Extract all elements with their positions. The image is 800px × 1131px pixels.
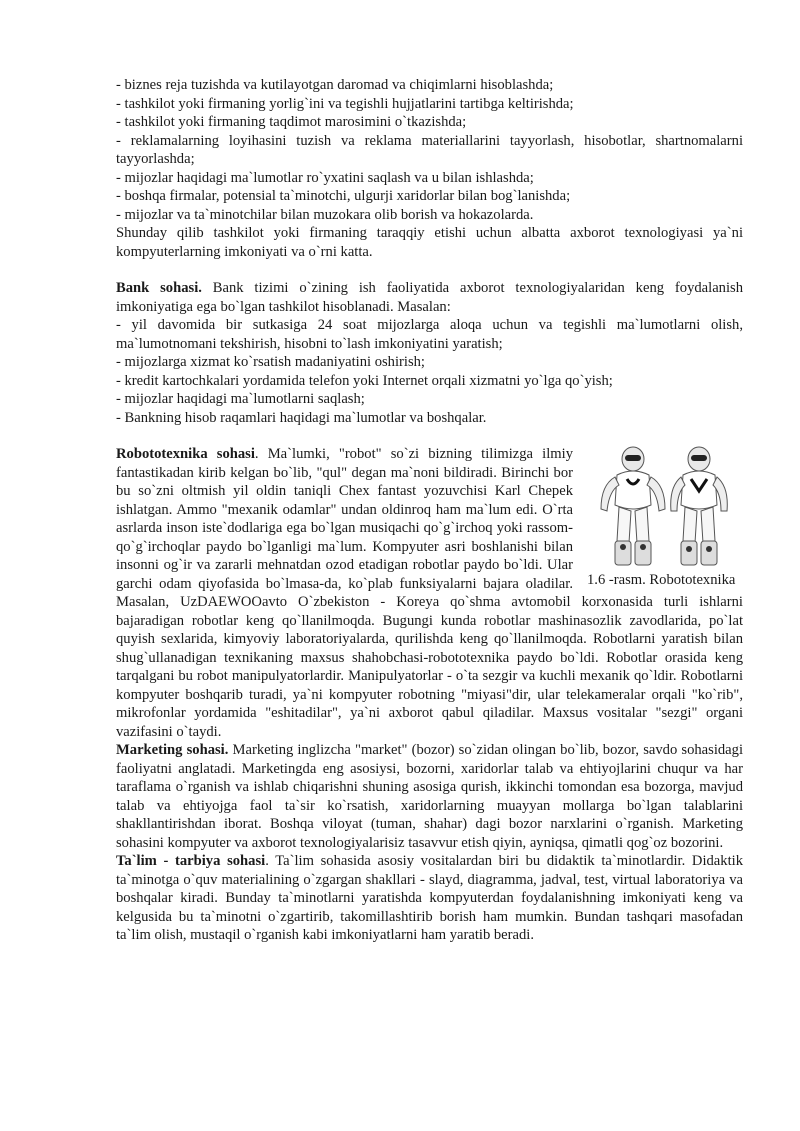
bank-paragraph (116, 279, 743, 316)
robot-left (601, 447, 665, 565)
list-item: - tashkilot yoki firmaning taqdimot marosimini o`tkazishda; (116, 114, 467, 130)
bank-text: Bank tizimi o`zining ish faoliyatida axborot texnologiyalaridan keng foydalanish imkoniyatiga ega bo`lgan tashkilot hisoblanadi. Masalan: (116, 280, 743, 315)
talim-paragraph (116, 852, 743, 945)
list-item: - mijozlar haqidagi ma`lumotlar ro`yxatini saqlash va u bilan ishlashda; (116, 169, 534, 186)
list-item: - mijozlarga xizmat ko`rsatish madaniyatini oshirish; (116, 354, 425, 370)
marketing-text: Marketing inglizcha "market" (bozor) so`zidan olingan bo`lib, bozor, savdo sohasidagi faoliyatni anglatadi. Marketingda eng asosiysi, bozorni, xaridorlar talab va ehtiyojlarini chuqur va har taraflama o`rganish va ishlab chiqarishni shuning asosiga qurish, ikkinchi tomondan esa bozorga, mavjud talab va ehtiyojga faol ta`sir ko`rsatish, xaridorlarning muayyan mollarga bo`lgan talablarini shakllantirishdan iborat. Boshqa viloyat (tuman, shahar) dagi bozor narxlarini o`rganish. Marketing sohasini kompyuter va axborot texnologiyalarisiz tasavvur etish qiyin, ayniqsa, qimatli qog`oz bozorini. (116, 742, 744, 851)
marketing-paragraph (116, 741, 743, 852)
marketing-heading: Marketing sohasi. (116, 742, 229, 758)
figure-caption: 1.6 -rasm. Robototexnika (587, 572, 736, 588)
talim-text: . Ta`lim sohasida asosiy vositalardan biri bu didaktik ta`minotlardir. Didaktik ta`minotga o`quv materialining o`zgargan shakllari - slayd, diagramma, jadval, test, virtual laboratoriya va boshqalar kiradi. Bunday ta`minotlarni yaratishda kompyuterdan foydalanishning imkoniyati keng va kelgusida bu ta`minotni o`zgartirib, takomillashtirib borish ham mumkin. Bundan tashqari masofadan ta`lim olish, mustaqil o`rganish kabi imkoniyatlarni ham yaratib beradi. (116, 853, 743, 943)
list-item: - kredit kartochkalari yordamida telefon yoki Internet orqali xizmatni yo`lga qo`yish; (116, 372, 613, 389)
bank-heading: Bank sohasi. (116, 280, 202, 296)
intro-conclusion: Shunday qilib tashkilot yoki firmaning taraqqiy etishi uchun albatta axborot texnologiyasi ya`ni kompyuterlarning imkoniyati va o`rni katta. (116, 225, 743, 260)
robot-figure (587, 445, 743, 589)
list-item: - reklamalarning loyihasini tuzish va reklama materiallarini tayyorlash, hisobotlar, shartnomalarni tayyorlashda; (116, 132, 743, 167)
robot-right (671, 447, 728, 565)
list-item: - yil davomida bir sutkasiga 24 soat mijozlarga aloqa uchun va tegishli ma`lumotlarni olish, ma`lumotnomani tekshirish, hisobni to`lash imkoniyatini yaratish; (116, 317, 743, 352)
talim-heading: Ta`lim - tarbiya sohasi (116, 853, 266, 869)
list-item: - boshqa firmalar, potensial ta`minotchi, ulgurji xaridorlar bilan bog`lanishda; (116, 188, 571, 204)
robot-image (587, 445, 743, 569)
document-page (116, 76, 743, 945)
list-item: - Bankning hisob raqamlari haqidagi ma`lumotlar va boshqalar. (116, 409, 487, 426)
list-item: - tashkilot yoki firmaning yorlig`ini va tegishli hujjatlarini tartibga keltirishda; (116, 95, 574, 112)
list-item: - mijozlar haqidagi ma`lumotlarni saqlash; (116, 391, 365, 407)
list-item: - biznes reja tuzishda va kutilayotgan daromad va chiqimlarni hisoblashda; (116, 77, 554, 93)
list-item: - mijozlar va ta`minotchilar bilan muzokara olib borish va hokazolarda. (116, 206, 534, 223)
robot-text: . Ma`lumki, "robot" so`zi bizning tilimizga ilmiy fantastikadan kirib kelgan bo`lib, "qul" degan ma`noni bildiradi. Birinchi bor bu so`zni oltmish yil oldin taniqli Chex fantast yozuvchisi Karl Chepek ishlatgan. Ammo "mexanik odamlar" undan oldinroq ham ma`lum edi. O`rta asrlarda inson iste`dodlariga ega bo`lgan musiqachi qo`g`irchoq yoki rassom-qo`g`irchoqlar paydo bo`lganligi ma`lum. Kompyuter asri boshlanishi bilan insonni og`ir va zararli mehnatdan ozod etadigan robotlar paydo bo`ldi. Ular garchi odam qiyofasida bo`lmasa-da, ko`plab funksiyalarni bajara oladilar. Masalan, UzDAEWOOavto O`zbekiston - Koreya qo`shma avtomobil korxonasida turli ishlarni bajaradigan robotlar keng qo`llanilmoqda. Bugungi kunda robotlar mashinasozlik zavodlarida, po`lat quyish sexlarida, kimyoviy laboratoriyalarda, qurilishda keng qo`llanilmoqda. Robotlarni yaratish bilan shug`ullanadigan texnikaning maxsus shahobchasi-robototexnika paydo bo`ldi. Robotlar orasida keng tarqalgani bu robot manipulyatorlardir. Manipulyatorlar - o`ta sezgir va kuchli mexanik qo`ldir. Robotlarni kompyuter boshqarib turadi, ya`ni kompyuter robotning "miyasi"dir, ular telekameralar orqali "ko`rib", mikrofonlar yordamida "eshitadilar", ya`ni axborot qabul qiladilar. Maxsus vositalar "sezgi" organi vazifasini o`taydi. (116, 446, 743, 740)
robot-heading: Robototexnika sohasi (116, 446, 255, 462)
